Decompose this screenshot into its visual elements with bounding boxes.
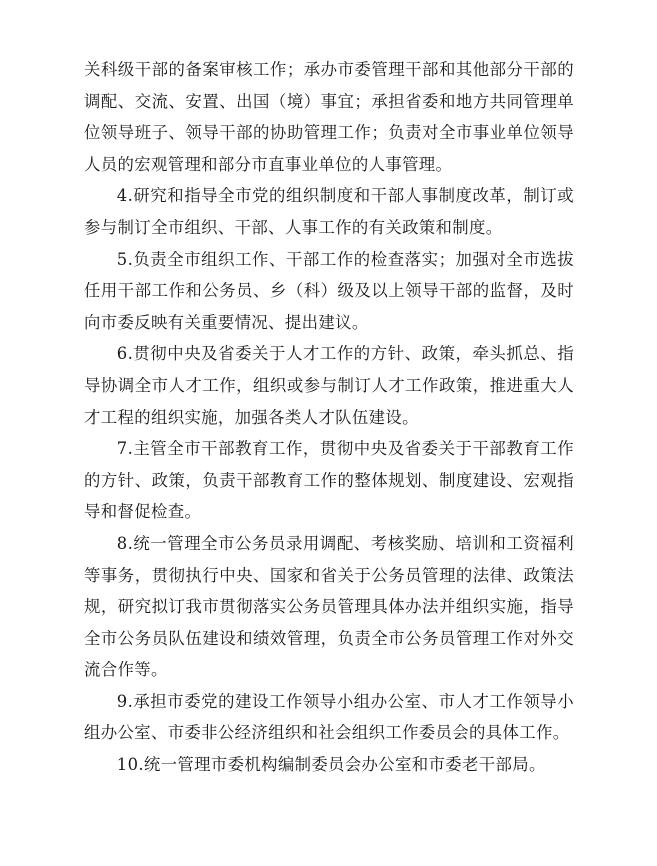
paragraph-item-5: 5.负责全市组织工作、干部工作的检查落实；加强对全市选拔任用干部工作和公务员、乡（科）级及以上领导干部的监督，及时向市委反映有关重要情况、提出建议。 <box>84 249 574 332</box>
paragraph-item-6: 6.贯彻中央及省委关于人才工作的方针、政策，牵头抓总、指导协调全市人才工作，组织或参与制订人才工作政策，推进重大人才工程的组织实施，加强各类人才队伍建设。 <box>84 344 574 427</box>
paragraph-item-9: 9.承担市委党的建设工作领导小组办公室、市人才工作领导小组办公室、市委非公经济组织和社会组织工作委员会的具体工作。 <box>84 691 574 743</box>
document-page <box>84 54 574 781</box>
paragraph-item-7: 7.主管全市干部教育工作，贯彻中央及省委关于干部教育工作的方针、政策，负责干部教育工作的整体规划、制度建设、宏观指导和督促检查。 <box>84 439 574 522</box>
paragraph-item-4: 4.研究和指导全市党的组织制度和干部人事制度改革，制订或参与制订全市组织、干部、人事工作的有关政策和制度。 <box>84 186 574 237</box>
paragraph-item-8: 8.统一管理全市公务员录用调配、考核奖励、培训和工资福利等事务，贯彻执行中央、国家和省关于公务员管理的法律、政策法规，研究拟订我市贯彻落实公务员管理具体办法并组织实施，指导全市公务员队伍建设和绩效管理，负责全市公务员管理工作对外交流合作等。 <box>84 533 574 680</box>
paragraph-item-10: 10.统一管理市委机构编制委员会办公室和市委老干部局。 <box>116 755 546 775</box>
paragraph-continuation: 关科级干部的备案审核工作；承办市委管理干部和其他部分干部的调配、交流、安置、出国（境）事宜；承担省委和地方共同管理单位领导班子、领导干部的协助管理工作；负责对全市事业单位领导人员的宏观管理和部分市直事业单位的人事管理。 <box>84 60 574 174</box>
